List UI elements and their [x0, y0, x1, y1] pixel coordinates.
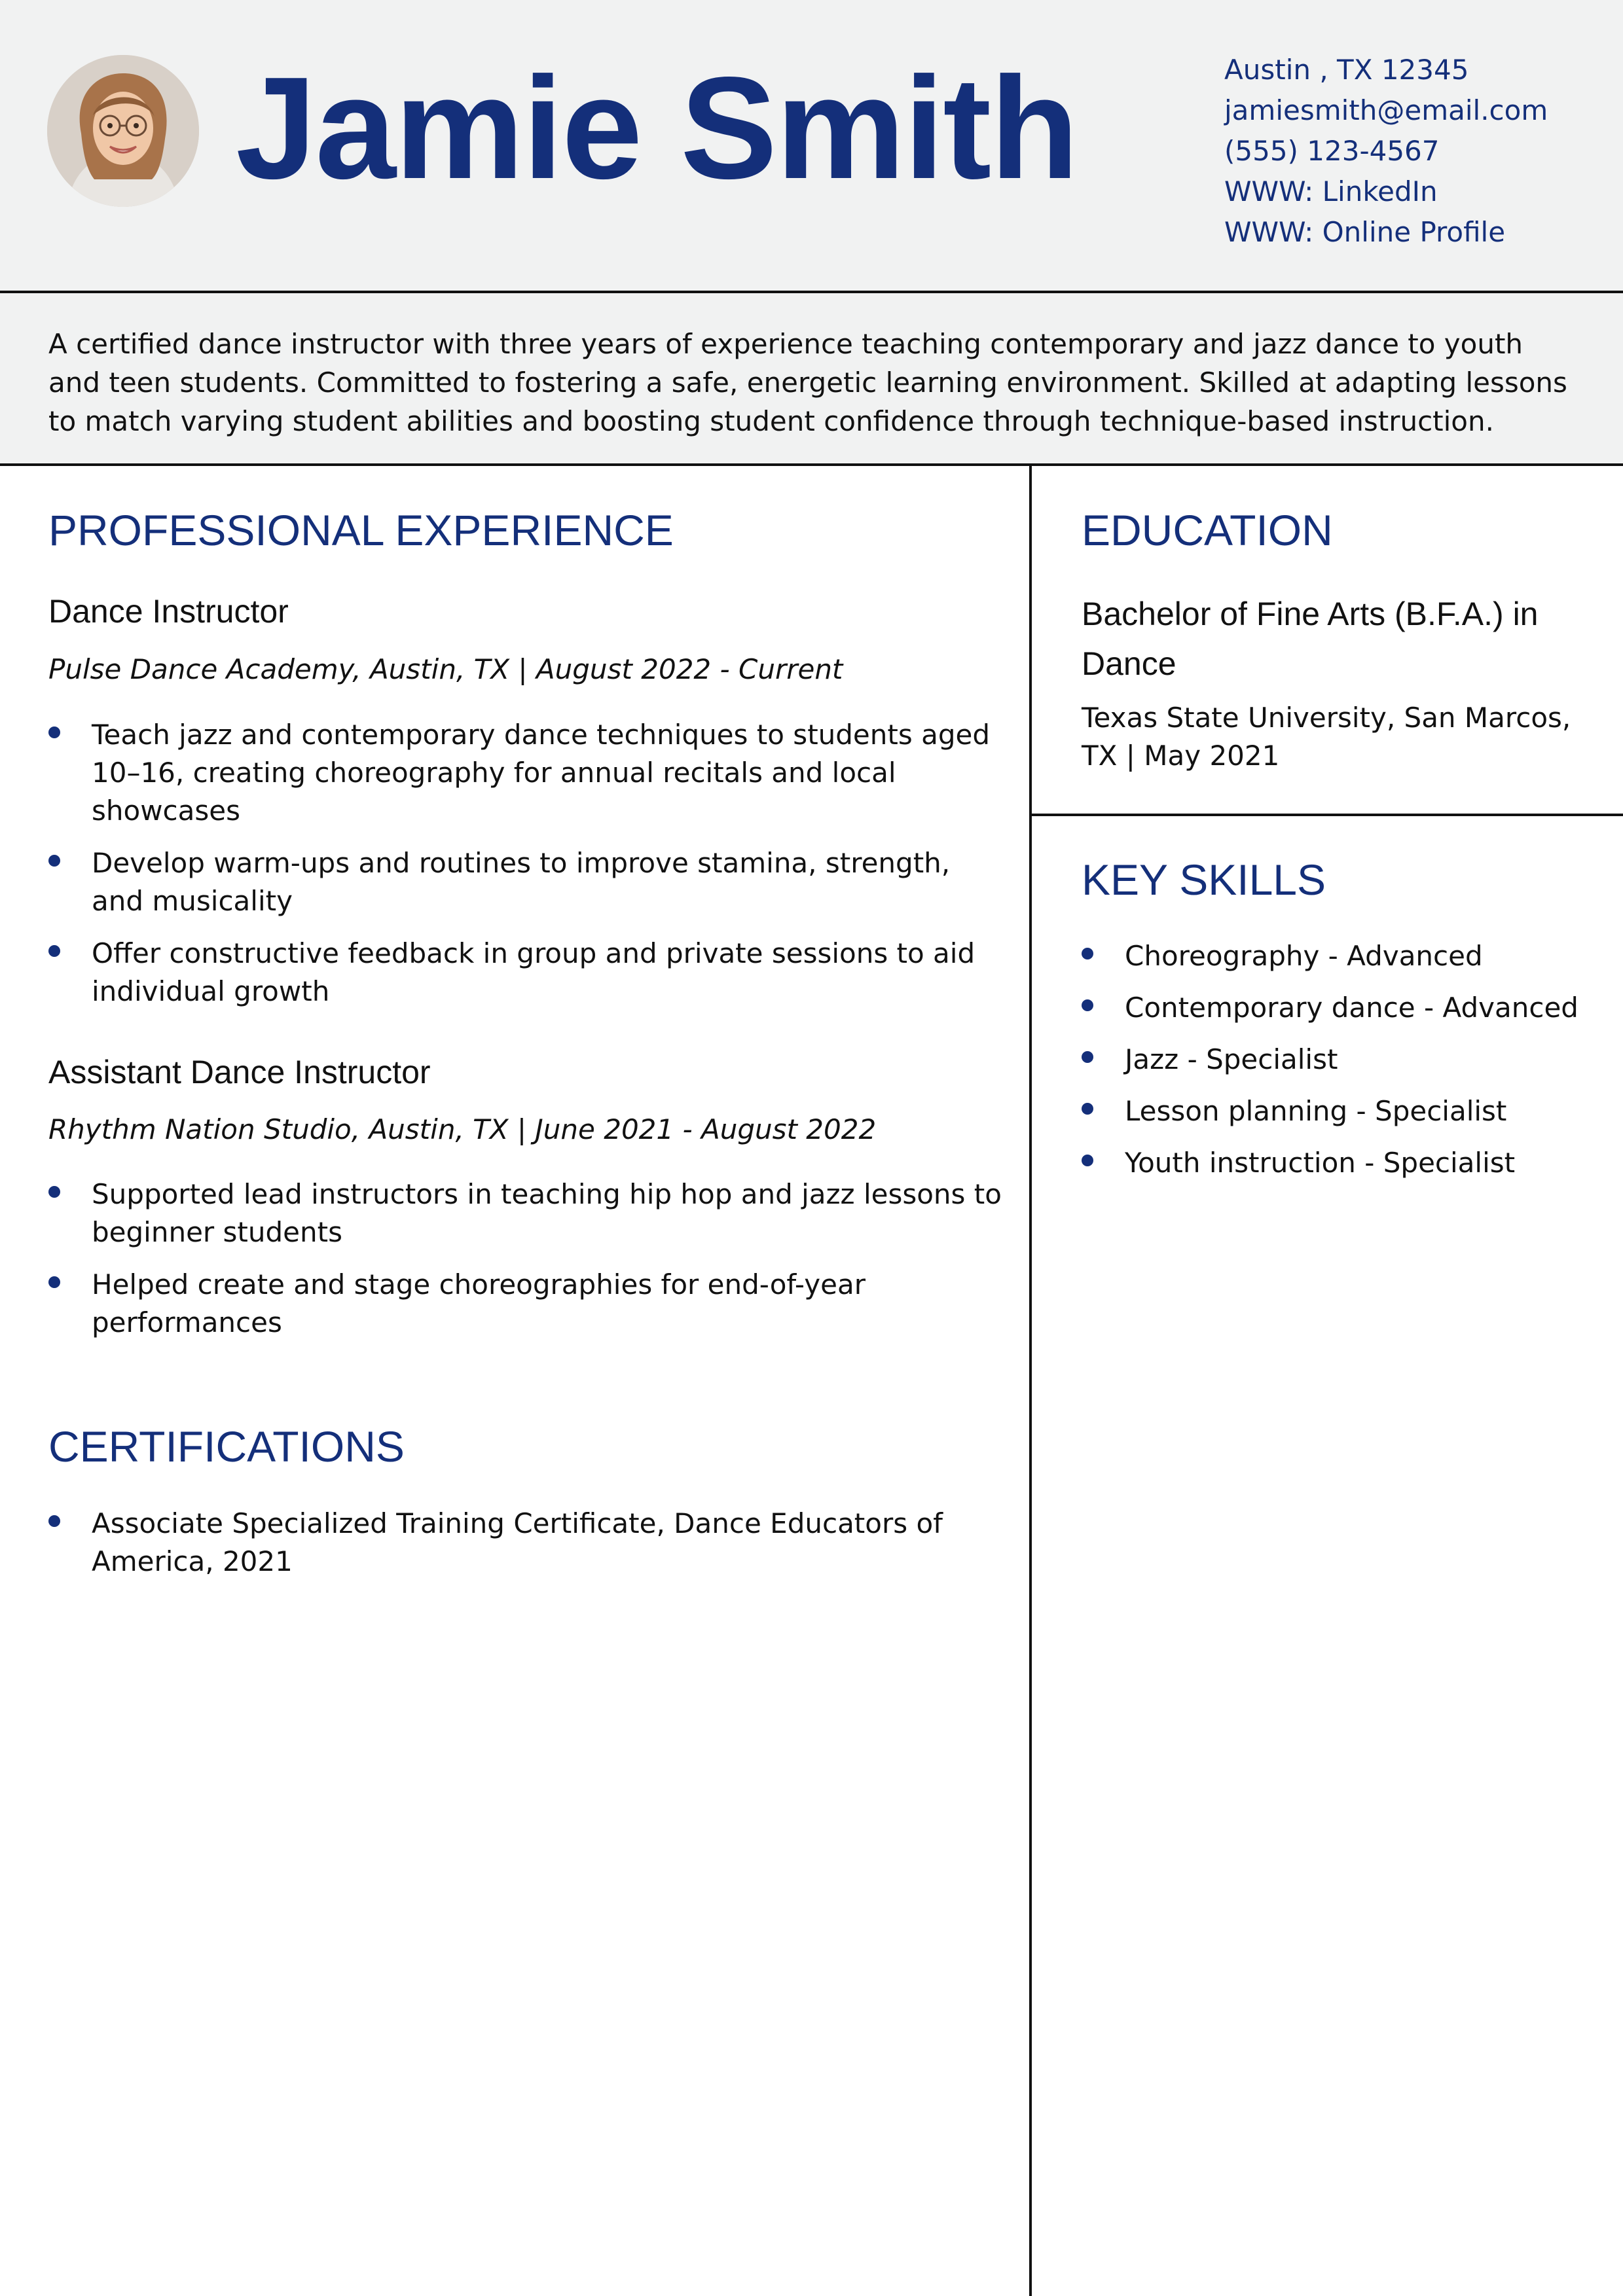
- job-bullets: [48, 1175, 1004, 1356]
- skills-list: [1082, 937, 1599, 1196]
- job-company: Rhythm Nation Studio: [48, 1113, 352, 1145]
- bullet-icon: [1082, 1155, 1093, 1166]
- job-meta: [48, 651, 843, 689]
- resume-header: [0, 0, 1623, 293]
- contact-profile-link[interactable]: WWW: Online Profile: [1224, 216, 1506, 248]
- bullet-icon: [48, 726, 60, 738]
- contact-phone[interactable]: (555) 123-4567: [1224, 135, 1440, 167]
- job-details: , Austin, TX | August 2022 - Current: [352, 653, 843, 685]
- bullet-icon: [1082, 948, 1093, 960]
- job-bullets: [48, 716, 1004, 1025]
- bullet-icon: [48, 1186, 60, 1198]
- bullet-icon: [1082, 1051, 1093, 1063]
- education-details: Texas State University, San Marcos, TX | May 2021: [1082, 702, 1571, 772]
- bullet-icon: [48, 945, 60, 957]
- summary-panel: [0, 293, 1623, 466]
- contact-info: [1224, 50, 1604, 253]
- education-heading: EDUCATION: [1082, 506, 1333, 554]
- list-item: Contemporary dance - Advanced: [1082, 989, 1599, 1027]
- list-item: Helped create and stage choreographies for end-of-year performances: [48, 1266, 1004, 1342]
- column-divider: [1029, 466, 1032, 2296]
- list-item: Develop warm-ups and routines to improve stamina, strength, and musicality: [48, 844, 1004, 920]
- skills-heading: KEY SKILLS: [1082, 855, 1326, 904]
- list-item: Associate Specialized Training Certificate, Dance Educators of America, 2021: [48, 1505, 965, 1581]
- contact-location: Austin , TX 12345: [1224, 54, 1469, 86]
- job-details: , Austin, TX | June 2021 - August 2022: [351, 1113, 877, 1145]
- list-item: Choreography - Advanced: [1082, 937, 1599, 975]
- job-meta: [48, 1111, 876, 1149]
- bullet-icon: [48, 1276, 60, 1288]
- list-item: Jazz - Specialist: [1082, 1041, 1599, 1079]
- experience-heading: PROFESSIONAL EXPERIENCE: [48, 506, 674, 554]
- contact-email[interactable]: jamiesmith@email.com: [1224, 94, 1548, 126]
- summary-text: A certified dance instructor with three years of experience teaching contemporary and jazz dance to youth and teen students. Committed to fostering a safe, energetic learning environment. Skilled at adapting lessons to match varying student abilities and boosting student confidence through technique-based instruction.: [48, 328, 1567, 437]
- list-item: Lesson planning - Specialist: [1082, 1092, 1599, 1130]
- bullet-icon: [48, 855, 60, 867]
- list-item: Teach jazz and contemporary dance techniques to students aged 10–16, creating choreography for annual recitals and local showcases: [48, 716, 1004, 830]
- profile-photo-icon: [47, 55, 199, 207]
- job-title: Dance Instructor: [48, 593, 289, 630]
- right-section-divider: [1030, 814, 1623, 816]
- certifications-heading: CERTIFICATIONS: [48, 1422, 405, 1471]
- contact-linkedin-link[interactable]: WWW: LinkedIn: [1224, 175, 1438, 207]
- candidate-name: Jamie Smith: [236, 47, 1078, 209]
- job-company: Pulse Dance Academy: [48, 653, 353, 685]
- certification-list: [48, 1505, 965, 1595]
- job-title: Assistant Dance Instructor: [48, 1054, 431, 1090]
- list-item: Supported lead instructors in teaching hip hop and jazz lessons to beginner students: [48, 1175, 1004, 1251]
- bullet-icon: [1082, 999, 1093, 1011]
- list-item: Youth instruction - Specialist: [1082, 1144, 1599, 1182]
- education-degree: Bachelor of Fine Arts (B.F.A.) in Dance: [1082, 596, 1539, 682]
- bullet-icon: [1082, 1103, 1093, 1115]
- avatar: [47, 55, 199, 207]
- list-item: Offer constructive feedback in group and private sessions to aid individual growth: [48, 935, 1004, 1011]
- bullet-icon: [48, 1515, 60, 1527]
